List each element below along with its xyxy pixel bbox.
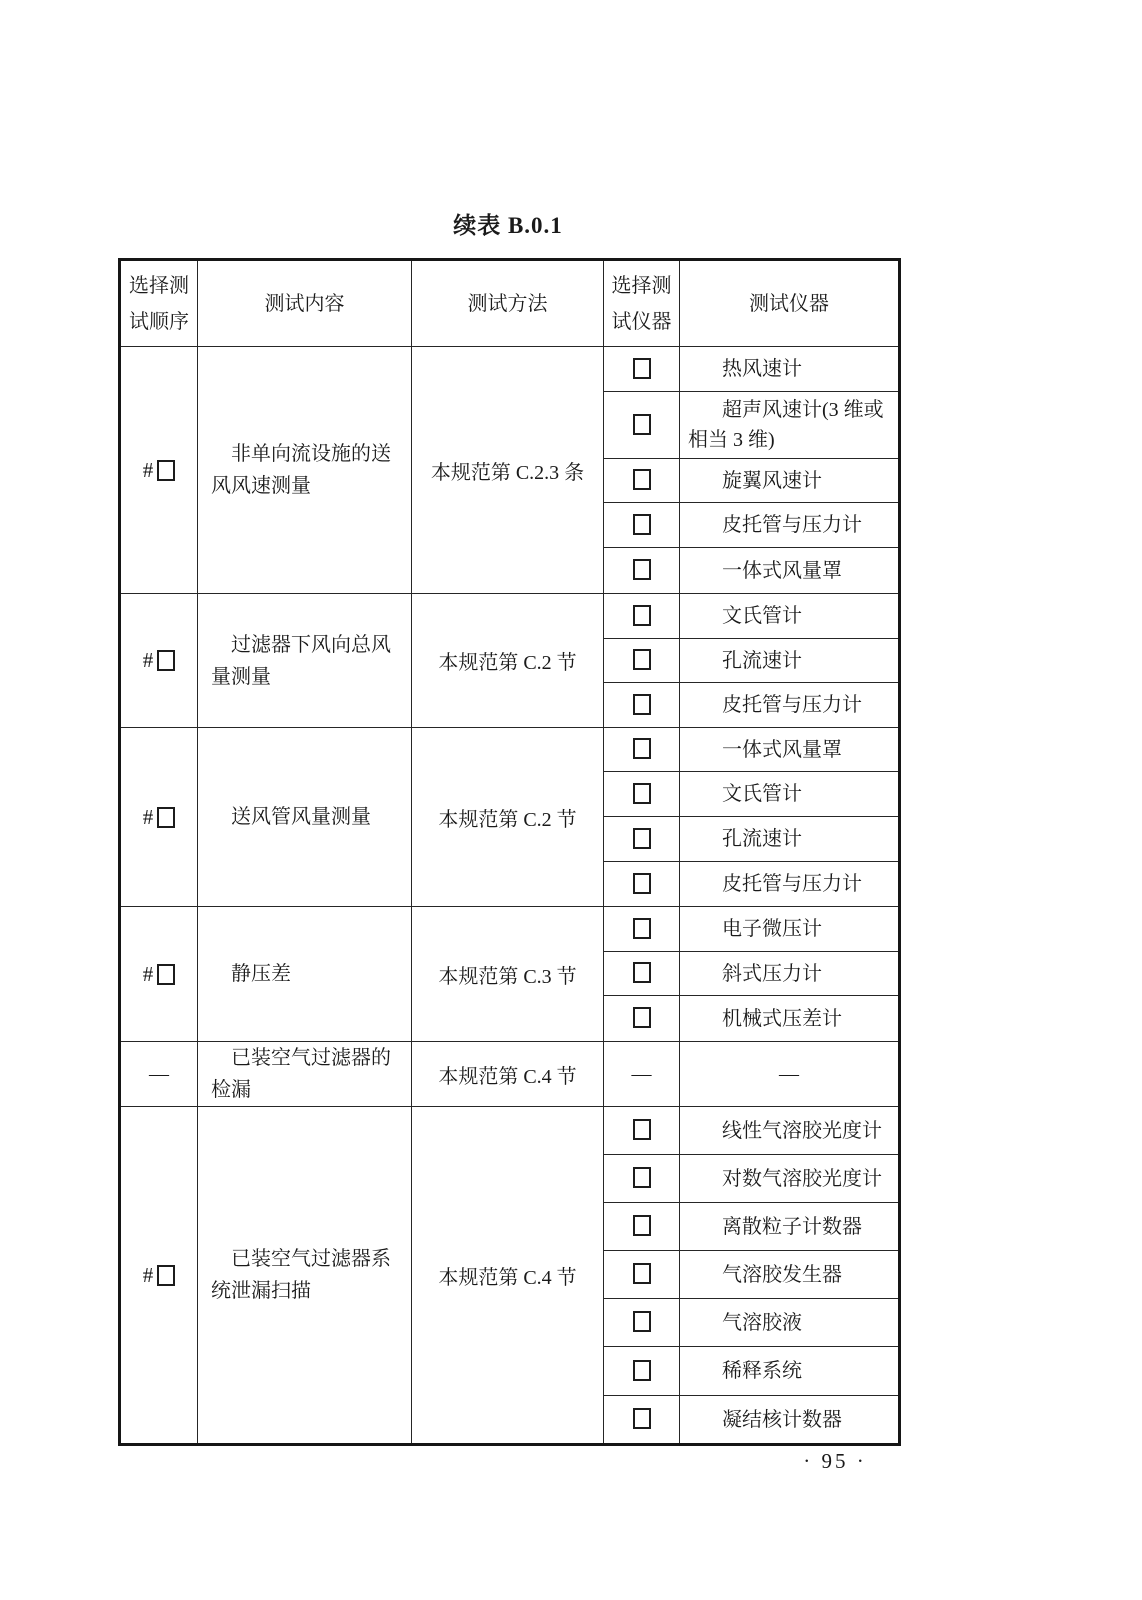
order-cell	[120, 728, 198, 907]
instrument-select-cell	[604, 639, 680, 683]
instrument-checkbox[interactable]	[633, 738, 651, 759]
instrument-name-cell: 离散粒子计数器	[680, 1203, 900, 1251]
header-row	[120, 260, 900, 347]
instrument-checkbox[interactable]	[633, 1119, 651, 1140]
order-mark: #	[142, 1262, 154, 1287]
col-header-order: 选择测试顺序	[120, 260, 198, 347]
instrument-name-cell: 机械式压差计	[680, 996, 900, 1042]
instrument-checkbox[interactable]	[633, 414, 651, 435]
instrument-checkbox[interactable]	[633, 694, 651, 715]
method-cell: 本规范第 C.3 节	[412, 907, 604, 1042]
instrument-select-cell	[604, 503, 680, 548]
order-checkbox[interactable]	[157, 807, 175, 828]
order-mark: #	[142, 961, 154, 986]
instrument-select-cell	[604, 459, 680, 503]
instrument-name-cell: —	[680, 1042, 900, 1107]
order-cell	[120, 594, 198, 728]
instrument-checkbox[interactable]	[633, 514, 651, 535]
col-header-method: 测试方法	[412, 260, 604, 347]
instrument-select-cell	[604, 1251, 680, 1299]
instrument-select-cell	[604, 996, 680, 1042]
instrument-checkbox[interactable]	[633, 649, 651, 670]
instrument-checkbox[interactable]	[633, 1167, 651, 1188]
content-cell: 静压差	[198, 907, 412, 1042]
instrument-name-cell: 一体式风量罩	[680, 728, 900, 772]
instrument-select-cell	[604, 392, 680, 459]
table-row	[120, 1042, 900, 1107]
method-cell: 本规范第 C.2.3 条	[412, 347, 604, 594]
instrument-checkbox[interactable]	[633, 469, 651, 490]
instrument-name-cell: 文氏管计	[680, 772, 900, 817]
order-checkbox[interactable]	[157, 1265, 175, 1286]
order-cell	[120, 907, 198, 1042]
instrument-name-cell: 孔流速计	[680, 817, 900, 862]
page-number: · 95 ·	[803, 1449, 867, 1473]
instrument-checkbox[interactable]	[633, 873, 651, 894]
order-mark: #	[142, 457, 154, 482]
instrument-name-cell: 皮托管与压力计	[680, 862, 900, 907]
instrument-select-cell	[604, 862, 680, 907]
order-cell	[120, 1107, 198, 1445]
content-cell: 非单向流设施的送风风速测量	[198, 347, 412, 594]
instrument-checkbox[interactable]	[633, 1408, 651, 1429]
table-row	[120, 907, 900, 952]
instrument-name-cell: 稀释系统	[680, 1347, 900, 1396]
instrument-checkbox[interactable]	[633, 1311, 651, 1332]
instrument-select-cell	[604, 1347, 680, 1396]
instrument-name-cell: 气溶胶发生器	[680, 1251, 900, 1299]
instrument-name-cell: 皮托管与压力计	[680, 503, 900, 548]
instrument-checkbox[interactable]	[633, 918, 651, 939]
instrument-name-cell: 超声风速计(3 维或相当 3 维)	[680, 392, 900, 459]
order-checkbox[interactable]	[157, 460, 175, 481]
content-cell: 送风管风量测量	[198, 728, 412, 907]
instrument-checkbox[interactable]	[633, 1215, 651, 1236]
instrument-name-cell: 皮托管与压力计	[680, 683, 900, 728]
order-checkbox[interactable]	[157, 964, 175, 985]
instrument-select-cell	[604, 952, 680, 996]
instrument-name-cell: 一体式风量罩	[680, 548, 900, 594]
instrument-name-cell: 旋翼风速计	[680, 459, 900, 503]
instrument-name-cell: 电子微压计	[680, 907, 900, 952]
order-cell	[120, 347, 198, 594]
instrument-name-cell: 对数气溶胶光度计	[680, 1155, 900, 1203]
col-header-instrument: 测试仪器	[680, 260, 900, 347]
order-cell: —	[120, 1042, 198, 1107]
instrument-checkbox[interactable]	[633, 605, 651, 626]
table-row	[120, 1107, 900, 1155]
content-cell: 过滤器下风向总风量测量	[198, 594, 412, 728]
instrument-select-cell	[604, 1203, 680, 1251]
instrument-select-cell	[604, 683, 680, 728]
instrument-select-cell	[604, 772, 680, 817]
test-checklist-table	[118, 258, 901, 1446]
instrument-name-cell: 孔流速计	[680, 639, 900, 683]
instrument-checkbox[interactable]	[633, 1263, 651, 1284]
col-header-instrument-select: 选择测试仪器	[604, 260, 680, 347]
instrument-name-cell: 气溶胶液	[680, 1299, 900, 1347]
method-cell: 本规范第 C.2 节	[412, 594, 604, 728]
instrument-select-cell	[604, 1299, 680, 1347]
instrument-select-cell: —	[604, 1042, 680, 1107]
method-cell: 本规范第 C.4 节	[412, 1107, 604, 1445]
table-row	[120, 594, 900, 639]
table-row	[120, 347, 900, 392]
instrument-select-cell	[604, 548, 680, 594]
instrument-checkbox[interactable]	[633, 559, 651, 580]
order-mark: #	[142, 648, 154, 672]
method-cell: 本规范第 C.4 节	[412, 1042, 604, 1107]
instrument-checkbox[interactable]	[633, 783, 651, 804]
instrument-checkbox[interactable]	[633, 1360, 651, 1381]
content-cell: 已装空气过滤器的检漏	[198, 1042, 412, 1107]
instrument-name-cell: 凝结核计数器	[680, 1396, 900, 1445]
instrument-select-cell	[604, 347, 680, 392]
instrument-checkbox[interactable]	[633, 358, 651, 379]
instrument-select-cell	[604, 728, 680, 772]
content-cell: 已装空气过滤器系统泄漏扫描	[198, 1107, 412, 1445]
method-cell: 本规范第 C.2 节	[412, 728, 604, 907]
instrument-name-cell: 文氏管计	[680, 594, 900, 639]
instrument-select-cell	[604, 1155, 680, 1203]
instrument-select-cell	[604, 594, 680, 639]
instrument-name-cell: 热风速计	[680, 347, 900, 392]
table-row	[120, 728, 900, 772]
instrument-name-cell: 斜式压力计	[680, 952, 900, 996]
instrument-select-cell	[604, 1107, 680, 1155]
instrument-name-cell: 线性气溶胶光度计	[680, 1107, 900, 1155]
instrument-select-cell	[604, 817, 680, 862]
order-checkbox[interactable]	[157, 650, 175, 671]
order-mark: #	[142, 804, 154, 829]
instrument-checkbox[interactable]	[633, 1007, 651, 1028]
instrument-select-cell	[604, 1396, 680, 1445]
col-header-content: 测试内容	[198, 260, 412, 347]
instrument-checkbox[interactable]	[633, 828, 651, 849]
page-title: 续表 B.0.1	[453, 213, 563, 238]
instrument-select-cell	[604, 907, 680, 952]
instrument-checkbox[interactable]	[633, 962, 651, 983]
